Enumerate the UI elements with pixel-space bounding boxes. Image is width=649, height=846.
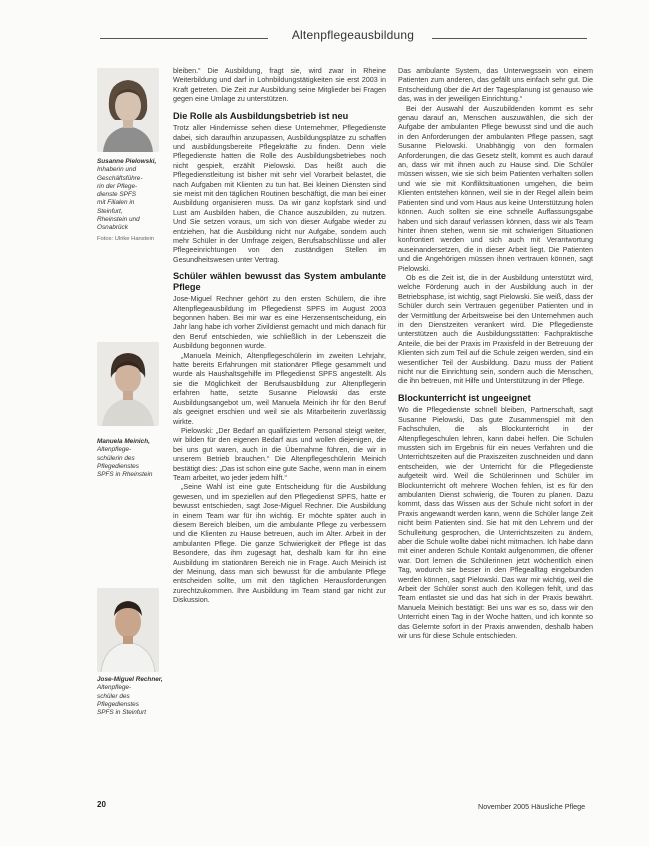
- caption-name: Manuela Meinich,: [97, 438, 150, 445]
- issue-footer: November 2005 Häusliche Pflege: [478, 802, 586, 811]
- caption-line: dienste SPFS: [97, 191, 137, 199]
- paragraph: „Manuela Meinich, Altenpflegeschülerin im zweiten Lehrjahr, hatte bereits Erfahrungen mit stationärer Pflege gesammelt und wurde als Haushaltsgehilfe im Pflegedienst SPFS angestellt. Als sie die Möglichkeit der Berufsausbildung zur Altenpflegerin erfahren hatte, setzte Susanne Pielowski das erste Ausbildungsangebot um, weil Manuela Meinich ihr für den Beruf als geeignet erschien und weil sie als Mitarbeiterin zuverlässig wirkte.: [173, 350, 386, 426]
- caption-line: schülerin des: [97, 454, 135, 462]
- paragraph: Jose-Miguel Rechner gehört zu den ersten Schülern, die ihre Altenpflegeausbildung im Pflegedienst SPFS im August 2003 begonnen haben. Bei mir war es eine Herzensentscheidung, ein Jahr lang habe ich vorher Zivildienst gemacht und mich danach für den Beruf entschieden, wie schließlich in der Lebenszeit die Ausbildung begonnen wurde.: [173, 294, 386, 351]
- page-number: 20: [97, 800, 106, 809]
- caption-line: schüler des: [97, 692, 130, 700]
- caption-line: SPFS in Steinfurt: [97, 709, 147, 717]
- caption-line: Altenpflege-: [97, 684, 132, 692]
- text-column-right: [398, 66, 593, 640]
- caption-line: Osnabrück: [97, 224, 128, 232]
- caption-line: Pflegedienstes: [97, 462, 139, 470]
- portrait-caption-2: [97, 438, 167, 479]
- paragraph: Wo die Pflegedienste schnell bleiben, Partnerschaft, sagt Susanne Pielowski, Das gute Zusammenspiel mit den Fachschulen, die als Blockunterricht in der Altenpflegeschulen lehren, kann dabei helfen. Die Schulen mussten sich im Ergebnis für ein neues Verfahren und die Unterrichtszeiten auf die Praxiszeiten zuschneiden und dann entscheiden, wie der Unterricht für die Pflegedienste aufgeteilt wird. Weil die Schülerinnen und Schüler im Blockunterricht oft mehrere Wochen fehlen, ist es für den ambulanten Dienst schwierig, die Touren zu planen. Dazu kommt, dass das Wissen aus der Schule nicht sofort in der Praxis angewandt werden kann, wenn die Schüler lange Zeit nicht beim Patienten sind. Sie hat mit den Lehrern und der Schulleitung gesprochen, die Unterrichtszeiten zu ändern, aber die Schule wollte dabei nicht mitmachen. Ich habe dann mit einer anderen Schule Kontakt aufgenommen, die offener war. Dort lernen die Schülerinnen jetzt wöchentlich einen Tag, wodurch sie besser in den Pflegealltag eingebunden werden können, sagt Pielowski. Das war mir wichtig, weil die Arbeit der Schüler sonst auch den Kollegen fehlt, und das Team entlastet sie und das hat sich in der Praxis bewährt. Manuela Meinich bestätigt: Bei uns war es so, dass wir den Unterricht einen Tag in der Woche hatten, und ich konnte so das Gelernte sofort in der Praxis anwenden, deshalb haben wir uns für diese Schule entschieden.: [398, 405, 593, 641]
- paragraph: Bei der Auswahl der Auszubildenden kommt es sehr genau darauf an, Menschen auszuwählen, die sich der Aufgabe der ambulanten Pflege bewusst sind und die auch in den Anforderungen der ambulanten Pflege passen, sagt Susanne Pielowski. Unabhängig von den formalen Anforderungen, die das Gesetz stellt, kommt es auch darauf an, dass wir mit ihnen auch zu Hause sind. Die Schüler müssen wissen, wie sie sich beim Patienten verhalten sollen und wie sie mit Konfliktsituationen umgehen, die beim Klienten entstehen können, weil sie in der Regel allein beim Patienten sind und vom Haus aus keine Unterstützung holen können. Auch sollten sie eine schnelle Auffassungsgabe haben und sich darauf verlassen können, dass wir als Team hinter ihnen stehen, wenn sie mit schwierigen Situationen konfrontiert werden und sich auch mit Verantwortung auseinandersetzen, die in dieser Arbeit liegt. Die Patienten und die Angehörigen müssen ihnen vertrauen können, sagt Pielowski.: [398, 103, 593, 273]
- caption-name: Jose-Miguel Rechner,: [97, 676, 163, 683]
- header-rule-left: [100, 38, 268, 39]
- portrait-photo-susanne-pielowski: [97, 68, 159, 152]
- paragraph: bleiben.“ Die Ausbildung, fragt sie, wird zwar in Rheine Weiterbildung und darf in Lohnbildungstätigkeiten sie erst 2003 in Kraft getreten. Die Zeit zur Ausbildung seine Mitglieder bei Fragen gegen eine Umlage zu unterstützen.: [173, 66, 386, 104]
- caption-line: Rheinstein und: [97, 216, 140, 224]
- running-head: Altenpflegeausbildung: [291, 28, 415, 42]
- caption-line: Pflegedienstes: [97, 700, 139, 708]
- paragraph: Das ambulante System, das Unterwegssein von einem Patienten zum anderen, das gefällt uns einfach sehr gut. Die Entscheidung über die Art der Tagesplanung ist genauso wie das, was in der jeweiligen Einrichtung.“: [398, 66, 593, 104]
- caption-line: SPFS in Rheinstein: [97, 471, 153, 479]
- portrait-photo-jose-miguel-rechner: [97, 588, 159, 672]
- text-column-left: [173, 66, 386, 605]
- caption-name: Susanne Pielowski,: [97, 158, 157, 165]
- portrait-caption-3: [97, 676, 167, 717]
- section-heading: Die Rolle als Ausbildungsbetrieb ist neu: [173, 110, 349, 121]
- caption-line: Inhaberin und: [97, 166, 137, 174]
- paragraph: Pielowski: „Der Bedarf an qualifiziertem Personal steigt weiter, wir bilden für den eigenen Bedarf aus und wollen diejenigen, die bei uns gut waren, auch in die Übernahme führen, die wir in unserem Betrieb brauchen.“ Die Altenpflegeschülerin Meinich bestätigt dies: „Das ist schon eine gute Sache, wenn man in einem Team arbeitet, wo jeder jedem hilft.“: [173, 425, 386, 482]
- portrait-photo-manuela-meinich: [97, 342, 159, 426]
- caption-line: Geschäftsführe-: [97, 174, 143, 182]
- portrait-caption-1: [97, 158, 167, 243]
- caption-line: Steinfurt,: [97, 207, 123, 215]
- section-heading: Schüler wählen bewusst das System ambulante Pflege: [173, 271, 386, 292]
- header-rule-right: [432, 38, 587, 39]
- caption-line: Altenpflege-: [97, 446, 132, 454]
- paragraph: Trotz aller Hindernisse sehen diese Unternehmer, Pflegedienste dabei, sich daraufhin anzupassen, Ausbildungsplätze zu schaffen und ausbildungsbereite Pflegekräfte zu finden. Denn viele Pflegedienste hatten die Rolle des Ausbildungsbetriebes noch nicht gespielt, erzählt Pielowski. Das heißt auch die Pflegedienstleitung ist bisher mit sehr viel Vorarbeit belastet, die nach Aufgaben mit Klienten zu tun hat. Bei kleinen Diensten sind sie meist mit den täglichen Routinen beschäftigt, die man bei einer Ausbildung organisieren muss. Da wir ganz kopfstark sind und Lust am Ausbilden haben, die Chance auszubilden, zu nutzen. Und Sie setzen voraus, um sich von dieser Aufgabe wieder zu entziehen, hat die Ausbildung nicht nur Aufgabe, sondern auch mehr Schüler in der Umfrage zeigen, Berufsabschlüsse und aller Pflegeeinrichtungen von den zuständigen Stellen im Gesundheitswesen unter Vertrag.: [173, 123, 386, 264]
- caption-line: mit Filialen in: [97, 199, 135, 207]
- section-heading: Blockunterricht ist ungeeignet: [398, 392, 531, 403]
- paragraph: Ob es die Zeit ist, die in der Ausbildung unterstützt wird, welche Förderung auch in der Ausbildung auch in der Betriebsphase, ist wichtig, sagt Pielowski. Sie weiß, dass der Schüler durch sein Vertrauen gegenüber Patienten und in der Vermittlung der Arbeitsweise bei den Unternehmen auch in den Dienstzeiten verankert wird. Die Pflegedienste unterstützen auch die Ausbildungsstätten: Fachpraktische Anteile, die bei der Praxis im Praxisfeld in der Betreuung der Klienten sich zum Teil auf die Schule zeigen werden, sind ein wesentlicher Teil der Ausbildung. Dazu muss der Patient nicht nur die Einrichtung sein, sondern auch die Menschen, die ihn betreuen, mit Hilfe und Unterstützung in der Pflege.: [398, 272, 593, 386]
- caption-line: rin der Pflege-: [97, 182, 138, 190]
- paragraph: „Seine Wahl ist eine gute Entscheidung für die Ausbildung gewesen, und im speziellen auf den Pflegedienst SPFS, hatte er bewusst entschieden, sagt Jose-Miguel Rechner. Die Ausbildung in einem Team war für ihn wichtig. Er möchte später auch in diesem Bereich bleiben, um die ambulante Pflege zu verbessern und die Klienten zu Hause betreuen, auch im Alter. Arbeit in der ambulanten Pflege. Die ganze Schwierigkeit der Pflege ist das Besondere, das ihm zugesagt hat, deshalb kam für ihn eine Ausbildung im stationären Bereich nie in Frage. Auch Meinich ist der Meinung, dass man sich bewusst für die ambulante Pflege entscheiden sollte, um mit den täglichen Herausforderungen zurechtzukommen. Ihre Ausbildung im Team stand gar nicht zur Diskussion.: [173, 482, 386, 605]
- photo-credit: Fotos: Ulrike Hanstein: [97, 235, 155, 242]
